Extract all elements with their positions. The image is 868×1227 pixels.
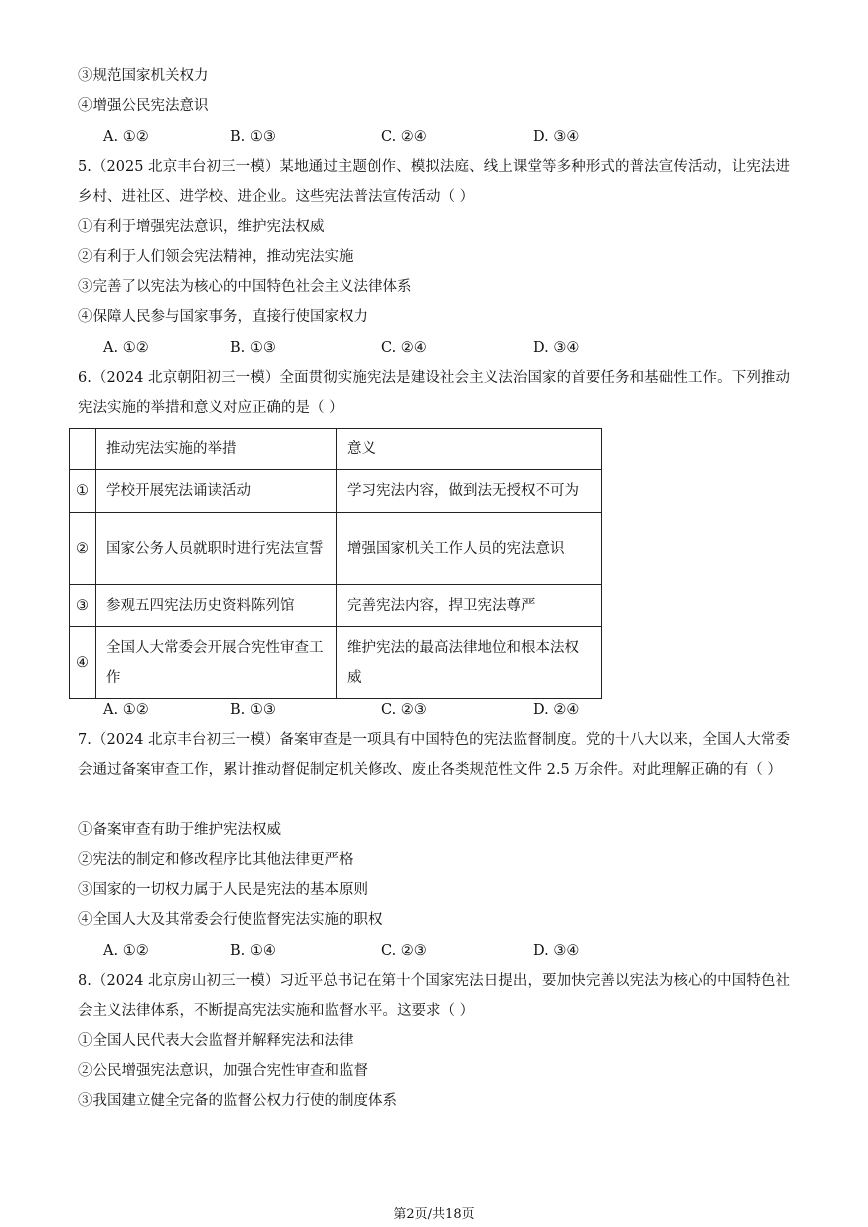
- statement-item: ②宪法的制定和修改程序比其他法律更严格: [78, 852, 354, 868]
- table-header-cell: [70, 429, 96, 470]
- option-a[interactable]: A. ①②: [103, 129, 149, 145]
- option-d[interactable]: D. ③④: [533, 129, 580, 145]
- option-b[interactable]: B. ①③: [230, 340, 276, 356]
- table-cell: 全国人大常委会开展合宪性审查工作: [96, 627, 337, 699]
- table-cell: ③: [70, 585, 96, 627]
- option-b[interactable]: B. ①③: [230, 702, 276, 718]
- table-header-cell: 推动宪法实施的举措: [96, 429, 337, 470]
- statement-item: ④全国人大及其常委会行使监督宪法实施的职权: [78, 912, 383, 928]
- table-header-cell: 意义: [337, 429, 602, 470]
- table-header-row: [70, 429, 602, 470]
- statement-item: ①全国人民代表大会监督并解释宪法和法律: [78, 1033, 354, 1049]
- statement-item: ③国家的一切权力属于人民是宪法的基本原则: [78, 882, 368, 898]
- table-row: [70, 470, 602, 513]
- table-row: [70, 513, 602, 585]
- question-5-stem: 5.（2025 北京丰台初三一模）某地通过主题创作、模拟法庭、线上课堂等多种形式的普法宣传活动，让宪法进乡村、进社区、进学校、进企业。这些宪法普法宣传活动（ ）: [78, 159, 790, 205]
- statement-item: ②有利于人们领会宪法精神，推动宪法实施: [78, 249, 354, 265]
- statement-item: ②公民增强宪法意识，加强合宪性审查和监督: [78, 1063, 368, 1079]
- table-cell: ②: [70, 513, 96, 585]
- table-cell: 增强国家机关工作人员的宪法意识: [337, 513, 602, 585]
- option-c[interactable]: C. ②③: [381, 943, 427, 959]
- option-a[interactable]: A. ①②: [103, 943, 149, 959]
- statement-item: ④保障人民参与国家事务，直接行使国家权力: [78, 309, 368, 325]
- option-d[interactable]: D. ③④: [533, 943, 580, 959]
- table-row: [70, 585, 602, 627]
- page-number-footer: 第2页/共18页: [393, 1207, 475, 1222]
- answer-options: [103, 127, 663, 147]
- answer-options: [103, 700, 663, 720]
- statement-item: ③规范国家机关权力: [78, 68, 209, 84]
- option-d[interactable]: D. ②④: [533, 702, 580, 718]
- answer-options: [103, 941, 663, 961]
- option-c[interactable]: C. ②④: [381, 129, 427, 145]
- statement-item: ④增强公民宪法意识: [78, 98, 209, 114]
- table-row: [70, 627, 602, 699]
- table-cell: 学习宪法内容，做到法无授权不可为: [337, 470, 602, 513]
- question-6-stem: 6.（2024 北京朝阳初三一模）全面贯彻实施宪法是建设社会主义法治国家的首要任务和基础性工作。下列推动宪法实施的举措和意义对应正确的是（ ）: [78, 370, 790, 416]
- table-cell: 学校开展宪法诵读活动: [96, 470, 337, 513]
- measures-table: [69, 428, 602, 699]
- option-c[interactable]: C. ②④: [381, 340, 427, 356]
- table-cell: ①: [70, 470, 96, 513]
- option-b[interactable]: B. ①④: [230, 943, 276, 959]
- option-a[interactable]: A. ①②: [103, 702, 149, 718]
- option-c[interactable]: C. ②③: [381, 702, 427, 718]
- table-cell: ④: [70, 627, 96, 699]
- statement-item: ①备案审查有助于维护宪法权威: [78, 822, 281, 838]
- statement-item: ①有利于增强宪法意识，维护宪法权威: [78, 219, 325, 235]
- option-d[interactable]: D. ③④: [533, 340, 580, 356]
- statement-item: ③我国建立健全完备的监督公权力行使的制度体系: [78, 1093, 397, 1109]
- table-cell: 维护宪法的最高法律地位和根本法权威: [337, 627, 602, 699]
- option-b[interactable]: B. ①③: [230, 129, 276, 145]
- question-8-stem: 8.（2024 北京房山初三一模）习近平总书记在第十个国家宪法日提出，要加快完善以宪法为核心的中国特色社会主义法律体系，不断提高宪法实施和监督水平。这要求（ ）: [78, 973, 790, 1019]
- table-cell: 国家公务人员就职时进行宪法宣誓: [96, 513, 337, 585]
- option-a[interactable]: A. ①②: [103, 340, 149, 356]
- answer-options: [103, 338, 663, 358]
- statement-item: ③完善了以宪法为核心的中国特色社会主义法律体系: [78, 279, 412, 295]
- question-7-stem: 7.（2024 北京丰台初三一模）备案审查是一项具有中国特色的宪法监督制度。党的十八大以来，全国人大常委会通过备案审查工作，累计推动督促制定机关修改、废止各类规范性文件 2.5 万余件。对此理解正确的有（ ）: [78, 732, 790, 778]
- table-cell: 参观五四宪法历史资料陈列馆: [96, 585, 337, 627]
- table-cell: 完善宪法内容，捍卫宪法尊严: [337, 585, 602, 627]
